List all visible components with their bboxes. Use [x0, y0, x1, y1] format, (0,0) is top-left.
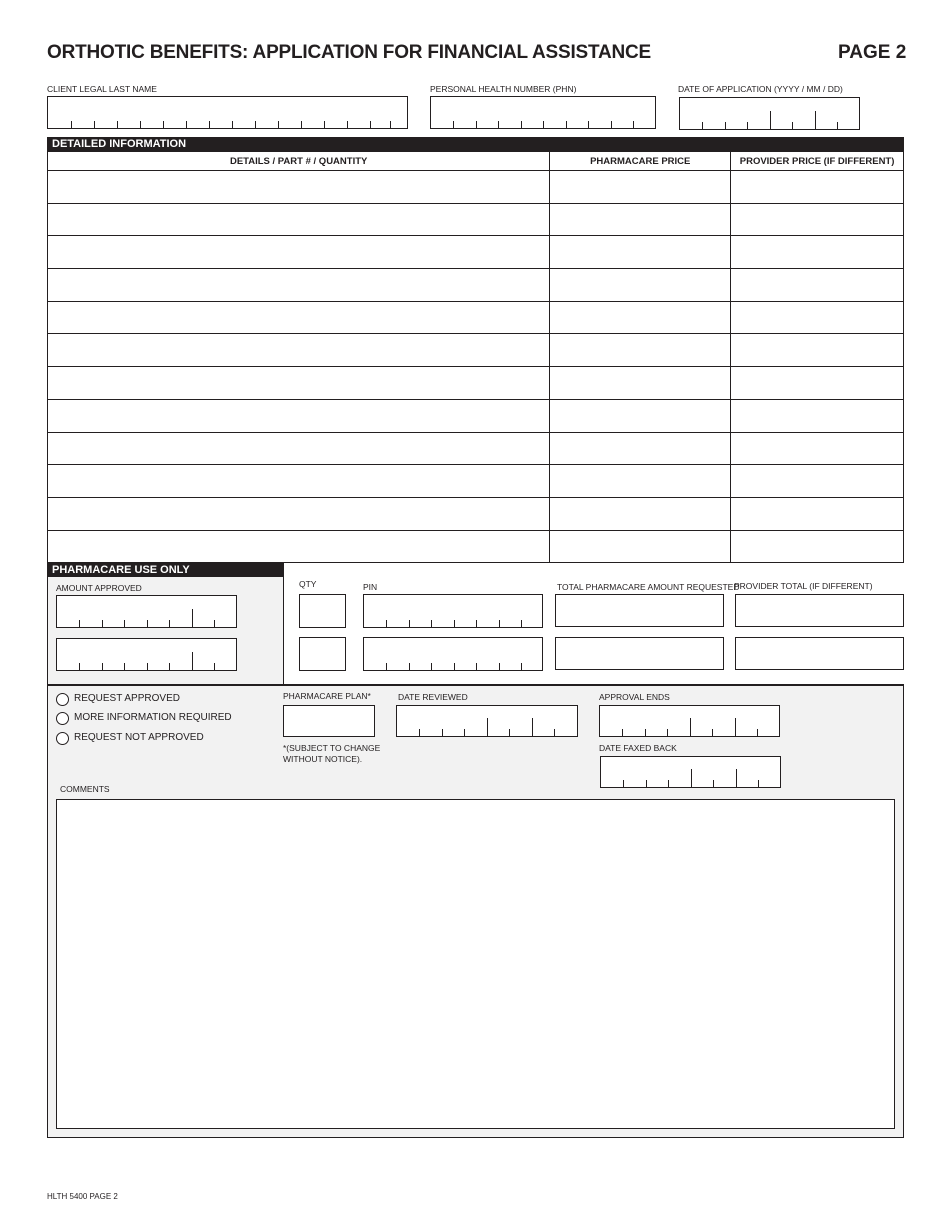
provider-price-cell[interactable]: [731, 497, 904, 530]
char-ticks: [48, 97, 407, 128]
details-cell[interactable]: [48, 399, 550, 432]
last-name-field[interactable]: [47, 96, 408, 129]
pharmacare-price-cell[interactable]: [550, 432, 731, 465]
qty-field-2[interactable]: [299, 637, 346, 671]
application-date-field[interactable]: [679, 97, 860, 130]
detailed-information-header: DETAILED INFORMATION: [47, 137, 904, 151]
date-ticks: [600, 706, 779, 736]
details-cell[interactable]: [48, 465, 550, 498]
plan-note-line-1: *(SUBJECT TO CHANGE: [283, 743, 381, 753]
total-requested-field[interactable]: [555, 594, 724, 627]
pharmacare-price-cell[interactable]: [550, 236, 731, 269]
provider-price-cell[interactable]: [731, 432, 904, 465]
details-cell[interactable]: [48, 497, 550, 530]
qty-label: QTY: [299, 579, 317, 589]
pharmacare-plan-field[interactable]: [283, 705, 375, 737]
provider-total-label: PROVIDER TOTAL (IF DIFFERENT): [734, 581, 873, 591]
details-cell[interactable]: [48, 301, 550, 334]
table-row: [48, 399, 904, 432]
more-info-required-radio[interactable]: [56, 712, 69, 725]
amount-approved-field[interactable]: [56, 595, 237, 628]
pin-field[interactable]: [363, 594, 543, 628]
table-row: [48, 530, 904, 563]
amount-approved-field-2[interactable]: [56, 638, 237, 671]
total-requested-field-2[interactable]: [555, 637, 724, 670]
amount-approved-label: AMOUNT APPROVED: [56, 583, 142, 593]
amount-ticks: [57, 596, 236, 627]
table-row: [48, 171, 904, 204]
details-cell[interactable]: [48, 530, 550, 563]
provider-price-cell[interactable]: [731, 465, 904, 498]
date-ticks: [601, 757, 780, 787]
provider-price-cell[interactable]: [731, 203, 904, 236]
form-title: ORTHOTIC BENEFITS: APPLICATION FOR FINANCIAL ASSISTANCE: [47, 42, 652, 63]
pharmacare-plan-label: PHARMACARE PLAN*: [283, 691, 371, 701]
pin-field-2[interactable]: [363, 637, 543, 671]
provider-total-field[interactable]: [735, 594, 904, 627]
table-row: [48, 203, 904, 236]
phn-label: PERSONAL HEALTH NUMBER (PHN): [430, 84, 577, 94]
page-number: PAGE 2: [838, 42, 907, 63]
pharmacare-price-cell[interactable]: [550, 465, 731, 498]
pharmacare-use-only-header: PHARMACARE USE ONLY: [47, 563, 284, 577]
table-row: [48, 497, 904, 530]
approval-ends-label: APPROVAL ENDS: [599, 692, 670, 702]
plan-note-line-2: WITHOUT NOTICE).: [283, 754, 363, 764]
pin-ticks: [364, 595, 542, 627]
request-approved-label: REQUEST APPROVED: [74, 693, 180, 704]
char-ticks: [431, 97, 655, 128]
comments-textarea[interactable]: [56, 799, 895, 1129]
table-row: [48, 269, 904, 302]
amount-ticks: [57, 639, 236, 670]
table-row: [48, 334, 904, 367]
table-row: [48, 432, 904, 465]
pharmacare-price-cell[interactable]: [550, 530, 731, 563]
pharmacare-price-cell[interactable]: [550, 334, 731, 367]
phn-field[interactable]: [430, 96, 656, 129]
pin-label: PIN: [363, 582, 378, 592]
provider-price-cell[interactable]: [731, 171, 904, 204]
detail-table-header: [48, 152, 904, 171]
provider-price-cell[interactable]: [731, 236, 904, 269]
qty-field[interactable]: [299, 594, 346, 628]
details-cell[interactable]: [48, 171, 550, 204]
pin-ticks: [364, 638, 542, 670]
pharmacare-price-cell[interactable]: [550, 203, 731, 236]
pharmacare-price-cell[interactable]: [550, 367, 731, 400]
details-cell[interactable]: [48, 367, 550, 400]
pharmacare-price-cell[interactable]: [550, 301, 731, 334]
date-reviewed-field[interactable]: [396, 705, 578, 737]
provider-price-cell[interactable]: [731, 334, 904, 367]
total-requested-label: TOTAL PHARMACARE AMOUNT REQUESTED: [557, 582, 740, 592]
date-ticks: [397, 706, 577, 736]
more-info-required-label: MORE INFORMATION REQUIRED: [74, 712, 232, 723]
request-approved-radio[interactable]: [56, 693, 69, 706]
application-date-label: DATE OF APPLICATION (YYYY / MM / DD): [678, 84, 843, 94]
form-id-footer: HLTH 5400 PAGE 2: [47, 1192, 118, 1201]
pharmacare-price-cell[interactable]: [550, 497, 731, 530]
comments-label: COMMENTS: [60, 784, 110, 794]
request-not-approved-radio[interactable]: [56, 732, 69, 745]
detail-table: [47, 151, 904, 563]
date-faxed-back-field[interactable]: [600, 756, 781, 788]
provider-price-cell[interactable]: [731, 399, 904, 432]
pharmacare-price-cell[interactable]: [550, 399, 731, 432]
date-faxed-back-label: DATE FAXED BACK: [599, 743, 677, 753]
table-row: [48, 367, 904, 400]
details-cell[interactable]: [48, 236, 550, 269]
request-not-approved-label: REQUEST NOT APPROVED: [74, 732, 204, 743]
approval-ends-field[interactable]: [599, 705, 780, 737]
column-details: DETAILS / PART # / QUANTITY: [48, 152, 550, 171]
details-cell[interactable]: [48, 203, 550, 236]
column-pharmacare-price: PHARMACARE PRICE: [550, 152, 731, 171]
pharmacare-price-cell[interactable]: [550, 269, 731, 302]
table-row: [48, 465, 904, 498]
provider-price-cell[interactable]: [731, 301, 904, 334]
last-name-label: CLIENT LEGAL LAST NAME: [47, 84, 157, 94]
divider: [283, 563, 284, 685]
details-cell[interactable]: [48, 334, 550, 367]
date-ticks: [680, 98, 859, 129]
table-row: [48, 236, 904, 269]
details-cell[interactable]: [48, 432, 550, 465]
provider-price-cell[interactable]: [731, 530, 904, 563]
date-reviewed-label: DATE REVIEWED: [398, 692, 468, 702]
provider-price-cell[interactable]: [731, 269, 904, 302]
provider-total-field-2[interactable]: [735, 637, 904, 670]
table-row: [48, 301, 904, 334]
details-cell[interactable]: [48, 269, 550, 302]
provider-price-cell[interactable]: [731, 367, 904, 400]
pharmacare-price-cell[interactable]: [550, 171, 731, 204]
column-provider-price: PROVIDER PRICE (IF DIFFERENT): [731, 152, 904, 171]
